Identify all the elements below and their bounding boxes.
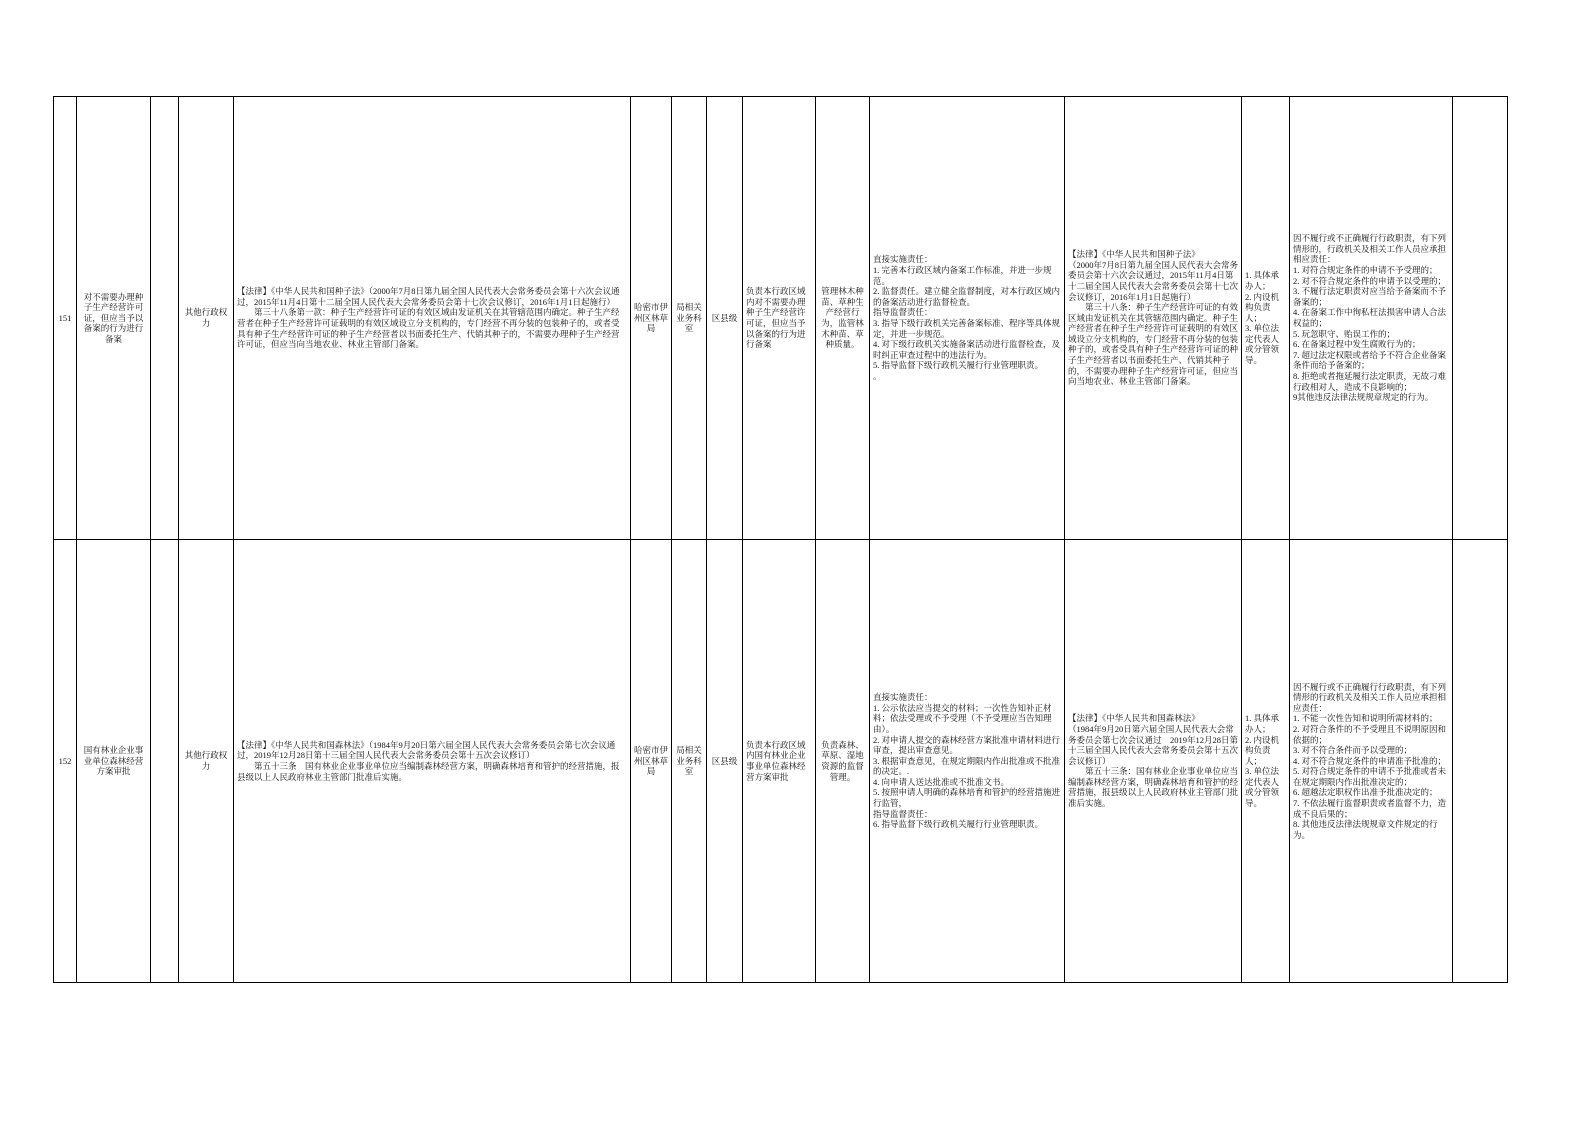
description-cell: 负责森林、草原、湿地资源的监督管理。 <box>816 540 870 983</box>
power-type-cell: 其他行政权力 <box>179 97 234 540</box>
scope-cell: 负责本行政区域内国有林业企业事业单位森林经营方案审批 <box>743 540 816 983</box>
power-type-cell: 其他行政权力 <box>179 540 234 983</box>
department-cell: 局相关业务科室 <box>672 540 707 983</box>
item-name-cell: 国有林业企业事业单位森林经营方案审批 <box>77 540 151 983</box>
responsibility-basis-article: 第三十八条：种子生产经营许可证的有效区域由发证机关在其管辖范围内确定。种子生产经营者在种子生产经营许可证载明的有效区域设立分支机构的，专门经营不再分装的包装种子的，或者受具有种子生产经营许可证的种子生产经营者以书面委托生产、代销其种子的，不需要办理种子生产经营许可证，但应当向当地农业、林业主管部门备案。 <box>1068 302 1239 387</box>
implementing-body-cell: 哈密市伊州区林草局 <box>631 540 672 983</box>
responsibility-basis-article: 第五十三条：国有林业企业事业单位应当编制森林经营方案，明确森林培育和管护的经营措施，报县级以上人民政府林业主管部门批准后实施。 <box>1068 766 1239 809</box>
level-cell: 区县级 <box>707 540 743 983</box>
responsibility-basis-source: 【法律】《中华人民共和国森林法》 （1984年9月20日第六届全国人民代表大会常务委员会第七次会议通过 2019年12月28日第十三届全国人民代表大会常务委员会第十五次会议修订） <box>1068 713 1239 766</box>
power-list-table <box>53 96 1508 983</box>
level-cell: 区县级 <box>707 97 743 540</box>
accountability-cell: 因不履行或不正确履行行政职责，有下列情形的，行政机关及相关工作人员应承担相应责任： 1. 对符合规定条件的申请不予受理的； 2. 对不符合规定条件的申请予以受理的； 3. 不履行法定职责对应当给予备案而不予备案的； 4. 在备案工作中徇私枉法损害申请人合法权益的； 5. 玩忽职守、贻误工作的； 6. 在备案过程中发生腐败行为的； 7. 超过法定权限或者给予不符合企业备案条件而给予备案的； 8. 拒绝或者拖延履行法定职责，无故刁难行政相对人，造成不良影响的； 9其他违反法律法规规章规定的行为。 <box>1290 97 1453 540</box>
legal-basis-source: 【法律】《中华人民共和国森林法》（1984年9月20日第六届全国人民代表大会常务委员会第七次会议通过，2019年12月28日第十三届全国人民代表大会常务委员会第十五次会议修订） <box>237 739 616 761</box>
legal-basis-article: 第三十八条第一款：种子生产经营许可证的有效区域由发证机关在其管辖范围内确定。种子生产经营者在种子生产经营许可证载明的有效区域设立分支机构的，专门经营不再分装的包装种子的，或者受具有种子生产经营许可证的种子生产经营者以书面委托生产、代销其种子的，不需要办理种子生产经营许可证，但应当向当地农业、林业主管部门备案。 <box>237 307 620 350</box>
legal-basis-source: 【法律】《中华人民共和国种子法》（2000年7月8日第九届全国人民代表大会常务委员会第十六次会议通过，2015年11月4日第十二届全国人民代表大会常务委员会第十七次会议修订，2016年1月1日起施行） <box>237 286 620 307</box>
table-row <box>54 540 1508 983</box>
legal-basis-article: 第五十三条 国有林业企业事业单位应当编制森林经营方案，明确森林培育和管护的经营措施，报县级以上人民政府林业主管部门批准后实施。 <box>237 761 620 782</box>
legal-basis-cell <box>234 97 631 540</box>
item-number-cell: 152 <box>54 540 77 983</box>
legal-basis-cell <box>234 540 631 983</box>
responsible-person-cell: 1. 具体承办人； 2. 内设机构负责人； 3. 单位法定代表人或分管领导。 <box>1242 540 1290 983</box>
responsibility-basis-cell <box>1065 97 1242 540</box>
responsible-person-cell: 1. 具体承办人； 2. 内设机构负责人； 3. 单位法定代表人或分管领导。 <box>1242 97 1290 540</box>
empty-cell <box>151 540 179 983</box>
department-cell: 局相关业务科室 <box>672 97 707 540</box>
scope-cell: 负责本行政区域内对不需要办理种子生产经营许可证，但应当予以备案的行为进行备案 <box>743 97 816 540</box>
empty-cell <box>151 97 179 540</box>
item-number-cell: 151 <box>54 97 77 540</box>
accountability-cell: 因不履行或不正确履行行政职责，有下列情形的行政机关及相关工作人员应承担相应责任： 1. 不能一次性告知和说明所需材料的； 2. 对符合条件的不予受理且不说明原因和依据的； 3. 对不符合条件而予以受理的； 4. 对不符合规定条件的申请准予批准的； 5. 对符合规定条件的申请不予批准或者未在规定期限内作出批准决定的； 6. 超越法定职权作出准予批准决定的； 7. 不依法履行监督职责或者监督不力，造成不良后果的； 8. 其他违反法律法规规章文件规定的行为。 <box>1290 540 1453 983</box>
item-name-cell: 对不需要办理种子生产经营许可证，但应当予以备案的行为进行备案 <box>77 97 151 540</box>
responsibility-cell: 直接实施责任： 1. 公示依法应当提交的材料；一次性告知补正材料；依法受理或不予受理（不予受理应当告知理由）。 2. 对申请人提交的森林经营方案批准申请材料进行审查，提出审查意见。 3. 根据审查意见，在规定期限内作出批准或不批准的决定。. 4. 向申请人送达批准或不批准文书。 5. 按照申请人明确的森林培育和管护的经营措施进行监管， 指导监督责任： 6. 指导监督下级行政机关履行行业管理职责。 <box>870 540 1065 983</box>
table-row <box>54 97 1508 540</box>
implementing-body-cell: 哈密市伊州区林草局 <box>631 97 672 540</box>
remarks-cell <box>1453 97 1508 540</box>
responsibility-basis-cell <box>1065 540 1242 983</box>
remarks-cell <box>1453 540 1508 983</box>
description-cell: 管理林木种苗、草种生产经营行为，监管林木种苗、草种质量。 <box>816 97 870 540</box>
responsibility-basis-source: 【法律】《中华人民共和国种子法》 （2000年7月8日第九届全国人民代表大会常务委员会第十六次会议通过，2015年11月4日第十二届全国人民代表大会常务委员会第十七次会议修订，2016年1月1日起施行） <box>1068 249 1239 302</box>
responsibility-cell: 直接实施责任： 1. 完善本行政区域内备案工作标准，并进一步规范。 2. 监督责任。建立健全监督制度，对本行政区域内的备案活动进行监督检查。 指导监督责任： 3. 指导下级行政机关完善备案标准、程序等具体规定，并进一步规范。 4. 对下级行政机关实施备案活动进行监督检查，及时纠正审查过程中的违法行为。 5. 指导监督下级行政机关履行行业管理职责。 。 <box>870 97 1065 540</box>
